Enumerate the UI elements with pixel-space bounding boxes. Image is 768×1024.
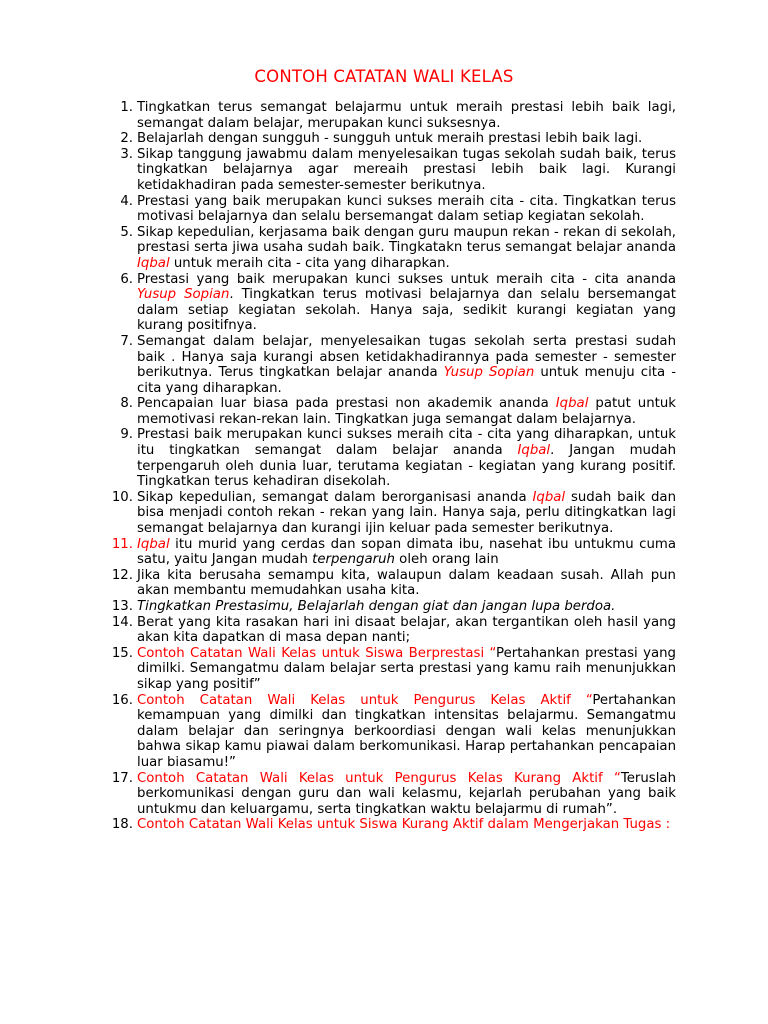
list-item: [104, 490, 676, 537]
item-text: Contoh Catatan Wali Kelas untuk Pengurus Kelas Aktif “: [137, 692, 593, 708]
list-item: [104, 225, 676, 272]
list-item: [104, 334, 676, 396]
item-text: Pencapaian luar biasa pada prestasi non akademik ananda: [137, 396, 556, 412]
item-text: Iqbal: [532, 489, 566, 505]
item-number: 10.: [111, 489, 133, 505]
item-number: 17.: [111, 770, 133, 786]
list-item: [104, 599, 676, 615]
item-text: Berat yang kita rasakan hari ini disaat belajar, akan tergantikan oleh hasil yang akan kita dapatkan di masa depan nanti;: [137, 614, 676, 646]
note-list: [104, 100, 676, 833]
item-text: patut untuk memotivasi rekan-rekan lain. Tingkatkan juga semangat dalam belajarnya.: [137, 396, 677, 427]
item-number: 12.: [111, 567, 133, 583]
item-text: Belajarlah dengan sungguh - sungguh untuk meraih prestasi lebih baik lagi.: [137, 131, 643, 147]
list-item: [104, 771, 676, 818]
item-text: Contoh Catatan Wali Kelas untuk Siswa Kurang Aktif dalam Mengerjakan Tugas :: [137, 817, 671, 833]
item-text: untuk menuju cita - cita yang diharapkan.: [137, 365, 676, 396]
item-number: 4.: [120, 193, 133, 209]
list-item: [104, 131, 676, 147]
item-number: 14.: [111, 614, 133, 630]
item-text: Sikap kepedulian, kerjasama baik dengan guru maupun rekan - rekan di sekolah, prestasi serta jiwa usaha sudah baik. Tingkatakn terus semangat belajar ananda: [137, 224, 676, 256]
list-item: [104, 568, 676, 599]
item-text: Iqbal: [137, 536, 170, 552]
list-item: [104, 427, 676, 489]
item-text: Pertahankan kemampuan yang dimilki dan tingkatkan intensitas belajarmu. Semangatmu dalam belajar dan seringnya berkoordiasi dengan wali kelas menunjukkan bahwa sikap kamu piawai dalam berkomunikasi. Harap pertahankan pencapaian luar biasamu!”: [137, 692, 676, 770]
item-text: untuk meraih cita - cita yang diharapkan.: [169, 255, 450, 271]
item-text: Teruslah berkomunikasi dengan guru dan wali kelasmu, kejarlah perubahan yang baik untukmu dan keluargamu, serta tingkatkan waktu belajarmu di rumah”.: [137, 770, 676, 817]
list-item: [104, 396, 676, 427]
item-text: Contoh Catatan Wali Kelas untuk Siswa Berprestasi “: [137, 645, 497, 661]
list-item: [104, 147, 676, 194]
item-number: 11.: [111, 536, 133, 552]
item-text: Iqbal: [517, 443, 551, 459]
item-text: Contoh Catatan Wali Kelas untuk Pengurus Kelas Kurang Aktif “: [137, 770, 621, 786]
list-item: [104, 817, 676, 833]
item-text: Yusup Sopian: [137, 287, 230, 303]
item-text: Prestasi yang baik merupakan kunci sukses untuk meraih cita - cita ananda: [137, 271, 676, 287]
item-number: 6.: [120, 271, 133, 287]
item-number: 18.: [111, 817, 133, 833]
item-number: 16.: [111, 692, 133, 708]
item-text: Sikap kepedulian, semangat dalam berorganisasi ananda: [137, 489, 533, 505]
item-text: terpengaruh: [312, 552, 395, 568]
item-number: 5.: [120, 224, 133, 240]
list-item: [104, 537, 676, 568]
item-number: 7.: [120, 333, 133, 349]
item-number: 3.: [120, 146, 133, 162]
item-number: 9.: [120, 427, 133, 443]
list-item: [104, 194, 676, 225]
document-title: CONTOH CATATAN WALI KELAS: [254, 67, 514, 86]
item-text: itu murid yang cerdas dan sopan dimata ibu, nasehat ibu untukmu cuma satu, yaitu Jangan mudah: [137, 536, 676, 568]
list-item: [104, 100, 676, 131]
item-text: Prestasi yang baik merupakan kunci sukses meraih cita - cita. Tingkatkan terus motivasi belajarnya dan selalu bersemangat dalam setiap kegiatan sekolah.: [137, 193, 676, 225]
list-item: [104, 693, 676, 771]
item-text: sudah baik dan bisa menjadi contoh rekan - rekan yang lain. Hanya saja, perlu ditingkatkan lagi semangat belajarnya dan kurangi ijin keluar pada semester berikutnya.: [137, 489, 676, 537]
item-text: Iqbal: [137, 255, 170, 271]
list-item: [104, 272, 676, 334]
item-text: Jika kita berusaha semampu kita, walaupun dalam keadaan susah. Allah pun akan membantu memudahkan usaha kita.: [137, 567, 676, 599]
item-text: Sikap tanggung jawabmu dalam menyelesaikan tugas sekolah sudah baik, terus tingkatkan belajarnya agar mereaih prestasi lebih baik lagi. Kurangi ketidakhadiran pada semester-semester berikutnya.: [137, 146, 676, 193]
item-text: Semangat dalam belajar, menyelesaikan tugas sekolah serta prestasi sudah baik . Hanya saja kurangi absen ketidakhadirannya pada semester - semester berikutnya. Terus tingkatkan belajar ananda: [137, 333, 676, 381]
item-text: Pertahankan prestasi yang dimilki. Semangatmu dalam belajar serta prestasi yang kamu raih menunjukkan sikap yang positif”: [137, 645, 677, 692]
list-item: [104, 615, 676, 646]
list-item: [104, 646, 676, 693]
item-number: 8.: [120, 396, 133, 412]
item-number: 13.: [111, 599, 133, 614]
item-text: . Tingkatkan terus motivasi belajarnya dan selalu bersemangat dalam setiap kegiatan sekolah. Hanya saja, sedikit kurangi kegiatan yang kurang positifnya.: [137, 287, 676, 334]
item-text: Yusup Sopian: [443, 365, 535, 381]
item-number: 15.: [111, 645, 133, 661]
item-text: Tingkatkan Prestasimu, Belajarlah dengan giat dan jangan lupa berdoa.: [137, 599, 616, 614]
item-text: oleh orang lain: [394, 552, 499, 568]
item-text: Tingkatkan terus semangat belajarmu untuk meraih prestasi lebih baik lagi, semangat dalam belajar, merupakan kunci suksesnya.: [137, 100, 676, 131]
item-text: Prestasi baik merupakan kunci sukses meraih cita - cita yang diharapkan, untuk itu tingkatkan semangat dalam belajar ananda: [137, 427, 676, 459]
item-text: Iqbal: [555, 396, 589, 412]
item-text: . Jangan mudah terpengaruh oleh dunia luar, terutama kegiatan - kegiatan yang kurang positif. Tingkatkan terus kehadiran disekolah.: [137, 443, 676, 490]
item-number: 2.: [120, 131, 133, 147]
item-number: 1.: [120, 100, 133, 115]
